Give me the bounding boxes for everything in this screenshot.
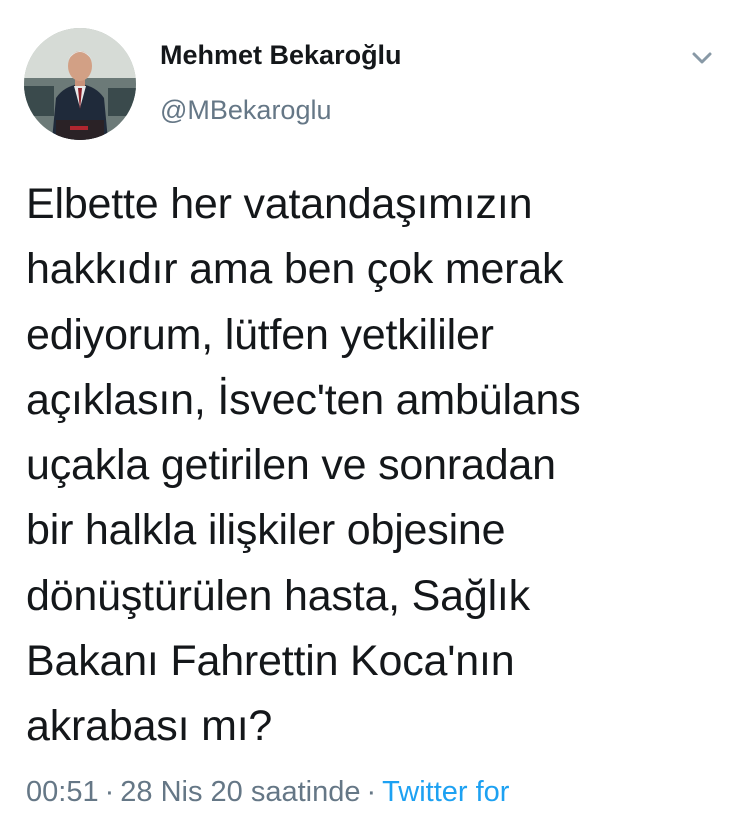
person-at-podium-avatar-icon	[24, 28, 136, 140]
tweet-meta	[26, 776, 509, 809]
tweet-text-line: Bakanı Fahrettin Koca'nın	[26, 637, 515, 686]
tweet-text-line: akrabası mı?	[26, 702, 273, 751]
display-name[interactable]: Mehmet Bekaroğlu	[160, 40, 402, 70]
tweet-text-line: bir halkla ilişkiler objesine	[26, 506, 506, 555]
tweet-text-line: dönüştürülen hasta, Sağlık	[26, 571, 530, 620]
meta-separator: ·	[104, 776, 115, 808]
chevron-down-icon[interactable]	[682, 44, 722, 74]
avatar[interactable]	[24, 28, 136, 140]
tweet-time[interactable]: 00:51	[26, 776, 99, 808]
tweet-text-line: uçakla getirilen ve sonradan	[26, 441, 556, 490]
tweet-text-line: hakkıdır ama ben çok merak	[26, 245, 564, 294]
tweet-text-line: açıklasın, İsvec'ten ambülans	[26, 375, 581, 424]
user-handle[interactable]: @MBekaroglu	[160, 95, 332, 125]
tweet-text-line: Elbette her vatandaşımızın	[26, 180, 533, 228]
tweet-date[interactable]: 28 Nis 20 saatinde	[120, 776, 361, 808]
meta-separator: ·	[366, 776, 377, 808]
tweet-text	[26, 172, 716, 760]
tweet-source-link[interactable]: Twitter for	[382, 776, 510, 808]
tweet-text-line: ediyorum, lütfen yetkililer	[26, 310, 494, 359]
